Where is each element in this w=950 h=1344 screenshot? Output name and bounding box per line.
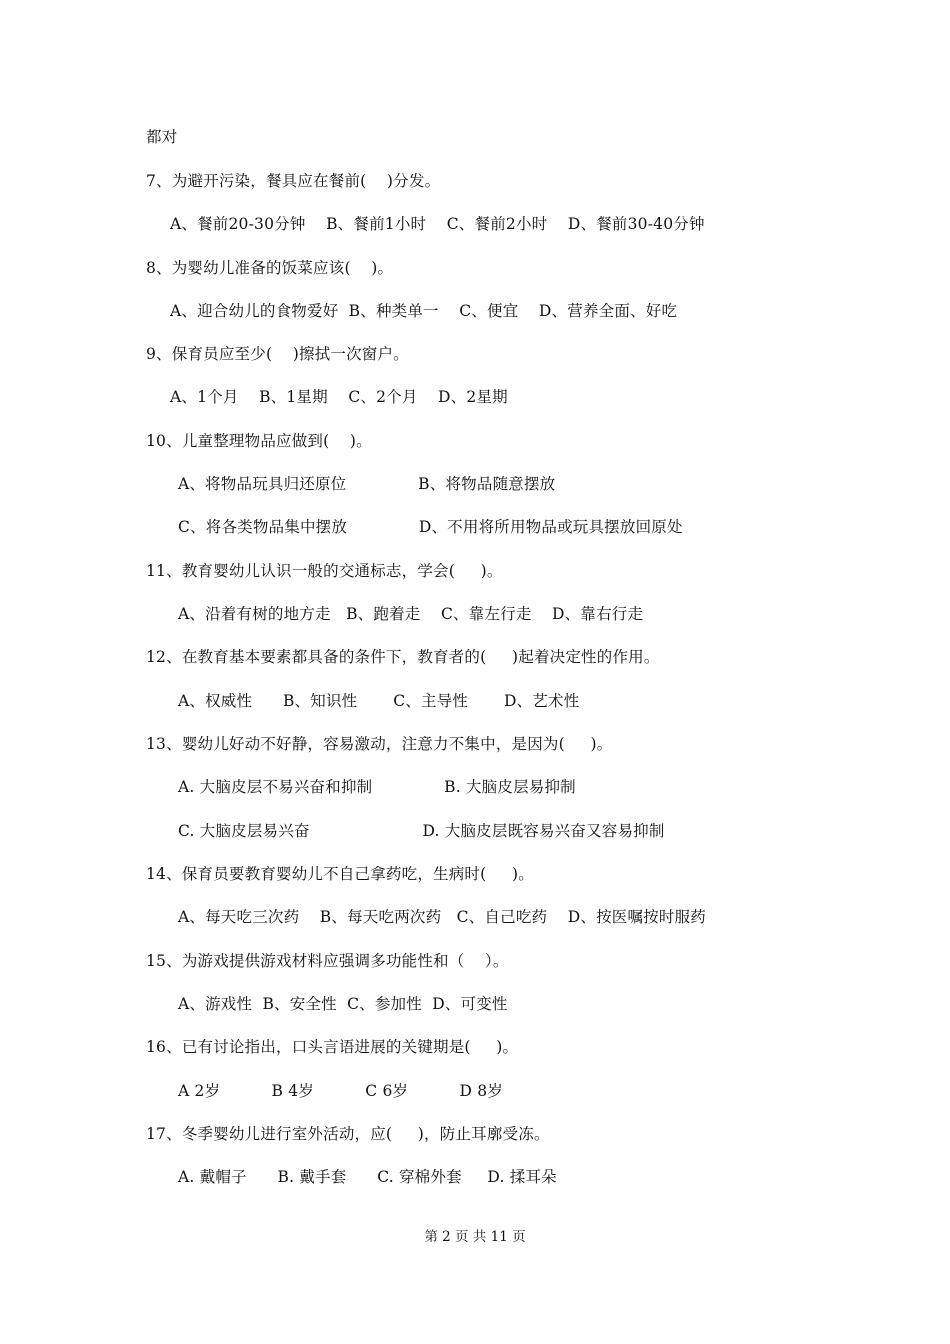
- question-9-stem: 9、保育员应至少( )擦拭一次窗户。: [146, 345, 409, 363]
- question-10-options-row2: C、将各类物品集中摆放 D、不用将所用物品或玩具摆放回原处: [178, 518, 683, 536]
- question-13-stem: 13、婴幼儿好动不好静，容易激动，注意力不集中，是因为( )。: [146, 735, 613, 753]
- question-8-options: A、迎合幼儿的食物爱好 B、种类单一 C、便宜 D、营养全面、好吃: [170, 302, 678, 320]
- question-17-options: A. 戴帽子 B. 戴手套 C. 穿棉外套 D. 揉耳朵: [178, 1168, 557, 1186]
- continuation-text: 都对: [146, 128, 178, 146]
- question-11-stem: 11、教育婴幼儿认识一般的交通标志，学会( )。: [146, 562, 503, 580]
- question-9-options: A、1个月 B、1星期 C、2个月 D、2星期: [170, 388, 508, 406]
- question-15-options: A、游戏性 B、安全性 C、参加性 D、可变性: [178, 995, 508, 1013]
- question-11-options: A、沿着有树的地方走 B、跑着走 C、靠左行走 D、靠右行走: [178, 605, 644, 623]
- question-13-options-row1: A. 大脑皮层不易兴奋和抑制 B. 大脑皮层易抑制: [178, 778, 576, 796]
- question-14-stem: 14、保育员要教育婴幼儿不自己拿药吃，生病时( )。: [146, 865, 534, 883]
- question-10-stem: 10、儿童整理物品应做到( )。: [146, 432, 372, 450]
- question-7-stem: 7、为避开污染，餐具应在餐前( )分发。: [146, 172, 441, 190]
- question-12-stem: 12、在教育基本要素都具备的条件下，教育者的( )起着决定性的作用。: [146, 648, 660, 666]
- question-15-stem: 15、为游戏提供游戏材料应强调多功能性和（ ）。: [146, 952, 509, 970]
- question-12-options: A、权威性 B、知识性 C、主导性 D、艺术性: [178, 692, 580, 710]
- question-17-stem: 17、冬季婴幼儿进行室外活动，应( )，防止耳廓受冻。: [146, 1125, 550, 1143]
- question-10-options-row1: A、将物品玩具归还原位 B、将物品随意摆放: [178, 475, 556, 493]
- question-13-options-row2: C. 大脑皮层易兴奋 D. 大脑皮层既容易兴奋又容易抑制: [178, 822, 665, 840]
- question-14-options: A、每天吃三次药 B、每天吃两次药 C、自己吃药 D、按医嘱按时服药: [178, 908, 706, 926]
- question-7-options: A、餐前20-30分钟 B、餐前1小时 C、餐前2小时 D、餐前30-40分钟: [170, 215, 705, 233]
- question-16-options: A 2岁 B 4岁 C 6岁 D 8岁: [178, 1082, 504, 1100]
- question-16-stem: 16、已有讨论指出，口头言语进展的关键期是( )。: [146, 1038, 519, 1056]
- question-8-stem: 8、为婴幼儿准备的饭菜应该( )。: [146, 259, 394, 277]
- page-footer: 第 2 页 共 11 页: [424, 1229, 526, 1245]
